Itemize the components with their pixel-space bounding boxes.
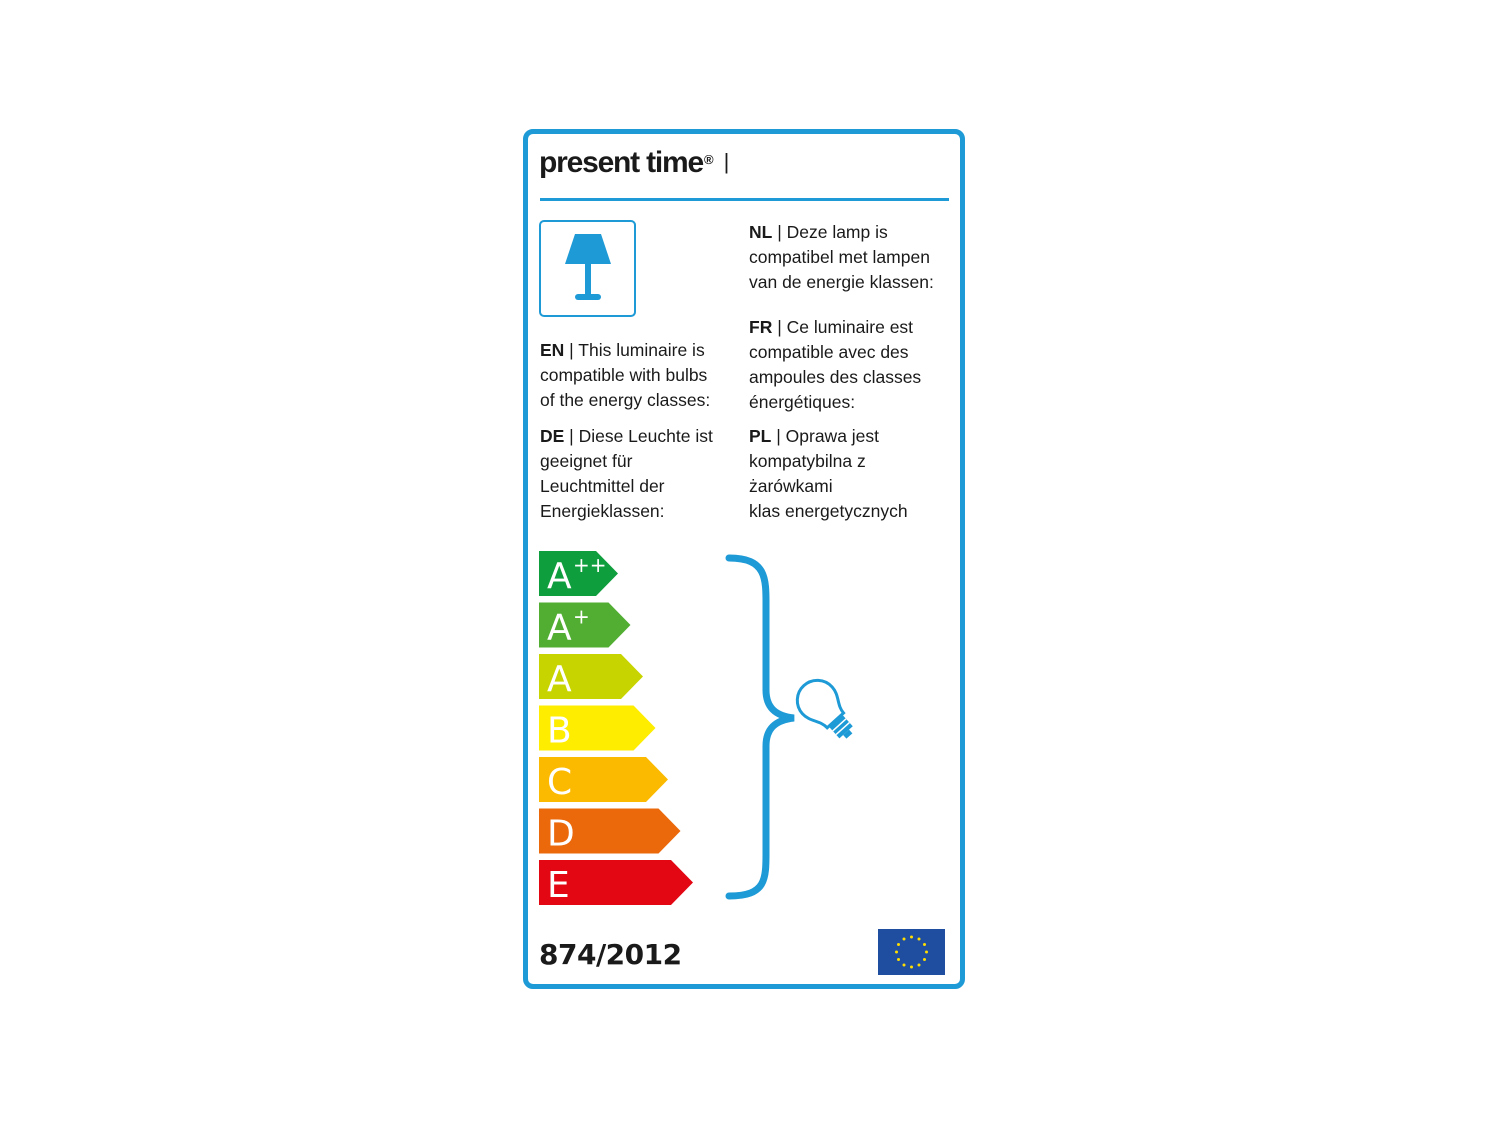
text-nl-line2: compatibel met lampen (749, 247, 930, 267)
energy-class-label: B (547, 710, 572, 752)
text-en-line2: compatible with bulbs (540, 365, 708, 385)
text-de-line4: Energieklassen: (540, 501, 665, 521)
text-nl-line3: van de energie klassen: (749, 272, 934, 292)
eu-star-icon (897, 943, 900, 946)
lang-code-fr: FR (749, 317, 773, 337)
lang-code-nl: NL (749, 222, 773, 242)
regulation-number: 874/2012 (539, 938, 682, 971)
text-pl-line3: żarówkami (749, 476, 833, 496)
text-de-line2: geeignet für (540, 451, 633, 471)
eu-star-icon (903, 964, 906, 967)
text-pl-line2: kompatybilna z (749, 451, 866, 471)
energy-class-label: A (547, 659, 572, 700)
text-en-line1: | This luminaire is (564, 340, 705, 360)
eu-star-icon (918, 938, 921, 941)
eu-star-icon (918, 964, 921, 967)
brand-registered-mark: ® (704, 152, 714, 167)
energy-class-arrows (539, 551, 693, 906)
energy-class-superscript: + (573, 604, 590, 629)
eu-star-icon (923, 943, 926, 946)
eu-star-icon (897, 958, 900, 961)
text-en-line3: of the energy classes: (540, 390, 711, 410)
eu-star-icon (895, 951, 898, 954)
energy-class-label: C (547, 762, 573, 803)
energy-class-label: D (547, 813, 575, 855)
energy-class-label: A (547, 607, 572, 649)
text-pl-line1: | Oprawa jest (771, 426, 880, 446)
eu-star-icon (925, 951, 928, 954)
eu-flag-icon (878, 929, 945, 975)
lang-code-pl: PL (749, 426, 772, 446)
eu-star-icon (923, 958, 926, 961)
text-fr-line4: énergétiques: (749, 392, 856, 412)
text-fr-line3: ampoules des classes (749, 367, 922, 387)
text-nl-line1: | Deze lamp is (772, 222, 888, 242)
text-fr-line1: | Ce luminaire est (772, 317, 914, 337)
text-pl-line4: klas energetycznych (749, 501, 908, 521)
brace-icon (729, 558, 794, 896)
eu-star-icon (910, 966, 913, 969)
energy-class-label: A (547, 556, 572, 597)
brand-separator: | (723, 149, 729, 174)
lang-code-de: DE (540, 426, 565, 446)
lang-code-en: EN (540, 340, 565, 360)
text-de-line1: | Diese Leuchte ist (564, 426, 713, 446)
energy-class-superscript: ++ (573, 553, 607, 577)
eu-star-icon (903, 938, 906, 941)
eu-star-icon (910, 936, 913, 939)
brand-name: present time (539, 146, 703, 179)
text-fr-line2: compatible avec des (749, 342, 909, 362)
bulb-icon (789, 672, 864, 749)
text-de-line3: Leuchtmittel der (540, 476, 665, 496)
energy-class-label: E (547, 865, 570, 906)
